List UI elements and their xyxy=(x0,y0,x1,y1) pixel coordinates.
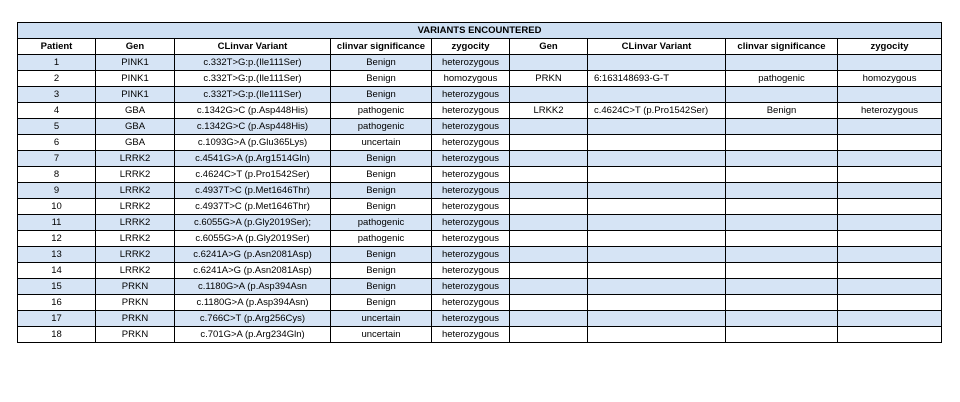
table-row xyxy=(18,71,942,87)
zygocity-2-cell xyxy=(838,183,942,199)
gen-2-cell xyxy=(510,295,588,311)
clinvar-variant-cell: c.1180G>A (p.Asp394Asn xyxy=(175,279,331,295)
clinvar-significance-cell: Benign xyxy=(331,87,432,103)
clinvar-significance-cell: Benign xyxy=(331,151,432,167)
zygocity-cell: heterozygous xyxy=(432,199,510,215)
gen-cell: LRRK2 xyxy=(96,247,175,263)
gen-2-cell xyxy=(510,247,588,263)
gen-2-cell xyxy=(510,87,588,103)
clinvar-significance-2-cell xyxy=(726,55,838,71)
gen-cell: LRRK2 xyxy=(96,231,175,247)
zygocity-2-cell: heterozygous xyxy=(838,103,942,119)
gen-2-cell xyxy=(510,135,588,151)
table-row xyxy=(18,135,942,151)
clinvar-significance-2-cell xyxy=(726,247,838,263)
patient-cell: 11 xyxy=(18,215,96,231)
clinvar-variant-cell: c.1180G>A (p.Asp394Asn) xyxy=(175,295,331,311)
table-row xyxy=(18,55,942,71)
gen-cell: LRRK2 xyxy=(96,151,175,167)
table-row xyxy=(18,311,942,327)
patient-cell: 15 xyxy=(18,279,96,295)
patient-cell: 2 xyxy=(18,71,96,87)
zygocity-cell: heterozygous xyxy=(432,295,510,311)
clinvar-variant-cell: c.1342G>C (p.Asp448His) xyxy=(175,103,331,119)
patient-cell: 13 xyxy=(18,247,96,263)
gen-2-cell xyxy=(510,183,588,199)
zygocity-2-cell xyxy=(838,311,942,327)
table-row xyxy=(18,263,942,279)
zygocity-cell: heterozygous xyxy=(432,151,510,167)
zygocity-2-cell xyxy=(838,279,942,295)
clinvar-significance-cell: Benign xyxy=(331,199,432,215)
gen-cell: PRKN xyxy=(96,295,175,311)
clinvar-variant-cell: c.4541G>A (p.Arg1514Gln) xyxy=(175,151,331,167)
table-row xyxy=(18,87,942,103)
clinvar-variant-2-cell xyxy=(588,295,726,311)
zygocity-cell: heterozygous xyxy=(432,311,510,327)
patient-cell: 8 xyxy=(18,167,96,183)
clinvar-variant-2-cell xyxy=(588,263,726,279)
zygocity-cell: heterozygous xyxy=(432,87,510,103)
table-title: VARIANTS ENCOUNTERED xyxy=(18,23,942,39)
header-zygocity-2: zygocity xyxy=(838,39,942,55)
clinvar-variant-cell: c.1093G>A (p.Glu365Lys) xyxy=(175,135,331,151)
clinvar-significance-2-cell xyxy=(726,119,838,135)
patient-cell: 9 xyxy=(18,183,96,199)
clinvar-significance-2-cell xyxy=(726,231,838,247)
zygocity-cell: homozygous xyxy=(432,71,510,87)
clinvar-variant-2-cell xyxy=(588,183,726,199)
gen-cell: LRRK2 xyxy=(96,167,175,183)
clinvar-variant-2-cell xyxy=(588,151,726,167)
gen-2-cell: LRKK2 xyxy=(510,103,588,119)
zygocity-cell: heterozygous xyxy=(432,231,510,247)
gen-2-cell xyxy=(510,311,588,327)
gen-2-cell xyxy=(510,199,588,215)
clinvar-variant-cell: c.6241A>G (p.Asn2081Asp) xyxy=(175,263,331,279)
clinvar-variant-cell: c.1342G>C (p.Asp448His) xyxy=(175,119,331,135)
zygocity-2-cell xyxy=(838,87,942,103)
clinvar-significance-cell: uncertain xyxy=(331,135,432,151)
zygocity-cell: heterozygous xyxy=(432,183,510,199)
clinvar-variant-2-cell: 6:163148693-G-T xyxy=(588,71,726,87)
clinvar-significance-2-cell xyxy=(726,199,838,215)
gen-2-cell: PRKN xyxy=(510,71,588,87)
header-clinvar-significance-2: clinvar significance xyxy=(726,39,838,55)
clinvar-significance-cell: Benign xyxy=(331,183,432,199)
gen-cell: PRKN xyxy=(96,311,175,327)
table-row xyxy=(18,199,942,215)
table-row xyxy=(18,167,942,183)
header-clinvar-variant: CLinvar Variant xyxy=(175,39,331,55)
zygocity-cell: heterozygous xyxy=(432,263,510,279)
clinvar-significance-2-cell xyxy=(726,215,838,231)
clinvar-variant-cell: c.6055G>A (p.Gly2019Ser); xyxy=(175,215,331,231)
clinvar-significance-2-cell: Benign xyxy=(726,103,838,119)
clinvar-variant-2-cell xyxy=(588,231,726,247)
clinvar-variant-cell: c.766C>T (p.Arg256Cys) xyxy=(175,311,331,327)
clinvar-significance-cell: pathogenic xyxy=(331,231,432,247)
clinvar-variant-2-cell xyxy=(588,247,726,263)
header-patient: Patient xyxy=(18,39,96,55)
gen-2-cell xyxy=(510,151,588,167)
zygocity-2-cell xyxy=(838,135,942,151)
clinvar-significance-2-cell xyxy=(726,183,838,199)
clinvar-significance-cell: pathogenic xyxy=(331,103,432,119)
zygocity-2-cell xyxy=(838,215,942,231)
clinvar-significance-2-cell xyxy=(726,167,838,183)
patient-cell: 6 xyxy=(18,135,96,151)
clinvar-variant-cell: c.6241A>G (p.Asn2081Asp) xyxy=(175,247,331,263)
clinvar-significance-2-cell xyxy=(726,311,838,327)
header-row xyxy=(18,39,942,55)
gen-cell: PINK1 xyxy=(96,87,175,103)
gen-2-cell xyxy=(510,279,588,295)
clinvar-significance-cell: Benign xyxy=(331,295,432,311)
gen-cell: LRRK2 xyxy=(96,183,175,199)
clinvar-significance-cell: Benign xyxy=(331,279,432,295)
gen-cell: GBA xyxy=(96,103,175,119)
clinvar-variant-cell: c.4937T>C (p.Met1646Thr) xyxy=(175,199,331,215)
table-row xyxy=(18,103,942,119)
clinvar-variant-2-cell: c.4624C>T (p.Pro1542Ser) xyxy=(588,103,726,119)
clinvar-significance-2-cell xyxy=(726,151,838,167)
table-row xyxy=(18,279,942,295)
zygocity-cell: heterozygous xyxy=(432,215,510,231)
clinvar-significance-2-cell: pathogenic xyxy=(726,71,838,87)
table-row xyxy=(18,295,942,311)
clinvar-significance-cell: pathogenic xyxy=(331,119,432,135)
zygocity-cell: heterozygous xyxy=(432,247,510,263)
gen-2-cell xyxy=(510,231,588,247)
gen-2-cell xyxy=(510,215,588,231)
clinvar-variant-cell: c.332T>G:p.(Ile111Ser) xyxy=(175,87,331,103)
zygocity-cell: heterozygous xyxy=(432,55,510,71)
zygocity-cell: heterozygous xyxy=(432,167,510,183)
gen-cell: PINK1 xyxy=(96,55,175,71)
clinvar-significance-cell: Benign xyxy=(331,71,432,87)
clinvar-variant-cell: c.332T>G:p.(Ile111Ser) xyxy=(175,55,331,71)
patient-cell: 7 xyxy=(18,151,96,167)
zygocity-2-cell: homozygous xyxy=(838,71,942,87)
zygocity-2-cell xyxy=(838,55,942,71)
gen-cell: LRRK2 xyxy=(96,199,175,215)
zygocity-2-cell xyxy=(838,247,942,263)
clinvar-significance-2-cell xyxy=(726,295,838,311)
table-row xyxy=(18,119,942,135)
gen-2-cell xyxy=(510,327,588,343)
header-zygocity: zygocity xyxy=(432,39,510,55)
gen-cell: PRKN xyxy=(96,279,175,295)
patient-cell: 16 xyxy=(18,295,96,311)
zygocity-2-cell xyxy=(838,327,942,343)
zygocity-2-cell xyxy=(838,231,942,247)
gen-2-cell xyxy=(510,263,588,279)
clinvar-significance-cell: uncertain xyxy=(331,327,432,343)
zygocity-cell: heterozygous xyxy=(432,103,510,119)
clinvar-variant-2-cell xyxy=(588,311,726,327)
zygocity-2-cell xyxy=(838,167,942,183)
clinvar-variant-cell: c.4937T>C (p.Met1646Thr) xyxy=(175,183,331,199)
gen-cell: PINK1 xyxy=(96,71,175,87)
clinvar-variant-2-cell xyxy=(588,327,726,343)
gen-cell: LRRK2 xyxy=(96,263,175,279)
patient-cell: 4 xyxy=(18,103,96,119)
clinvar-significance-2-cell xyxy=(726,135,838,151)
clinvar-variant-2-cell xyxy=(588,215,726,231)
clinvar-variant-2-cell xyxy=(588,119,726,135)
zygocity-2-cell xyxy=(838,295,942,311)
zygocity-cell: heterozygous xyxy=(432,119,510,135)
gen-cell: GBA xyxy=(96,135,175,151)
header-clinvar-significance: clinvar significance xyxy=(331,39,432,55)
table-row xyxy=(18,151,942,167)
gen-cell: PRKN xyxy=(96,327,175,343)
clinvar-variant-cell: c.4624C>T (p.Pro1542Ser) xyxy=(175,167,331,183)
table-row xyxy=(18,247,942,263)
zygocity-cell: heterozygous xyxy=(432,135,510,151)
zygocity-2-cell xyxy=(838,263,942,279)
clinvar-variant-2-cell xyxy=(588,167,726,183)
clinvar-variant-2-cell xyxy=(588,279,726,295)
patient-cell: 14 xyxy=(18,263,96,279)
patient-cell: 10 xyxy=(18,199,96,215)
clinvar-variant-cell: c.6055G>A (p.Gly2019Ser) xyxy=(175,231,331,247)
table-row xyxy=(18,327,942,343)
gen-cell: LRRK2 xyxy=(96,215,175,231)
zygocity-2-cell xyxy=(838,199,942,215)
clinvar-significance-cell: Benign xyxy=(331,167,432,183)
header-gen-2: Gen xyxy=(510,39,588,55)
clinvar-significance-cell: uncertain xyxy=(331,311,432,327)
clinvar-significance-cell: pathogenic xyxy=(331,215,432,231)
clinvar-significance-cell: Benign xyxy=(331,55,432,71)
zygocity-2-cell xyxy=(838,151,942,167)
patient-cell: 17 xyxy=(18,311,96,327)
patient-cell: 18 xyxy=(18,327,96,343)
gen-2-cell xyxy=(510,167,588,183)
zygocity-2-cell xyxy=(838,119,942,135)
clinvar-variant-2-cell xyxy=(588,87,726,103)
patient-cell: 1 xyxy=(18,55,96,71)
clinvar-significance-2-cell xyxy=(726,263,838,279)
patient-cell: 5 xyxy=(18,119,96,135)
clinvar-significance-2-cell xyxy=(726,279,838,295)
clinvar-significance-2-cell xyxy=(726,87,838,103)
header-gen: Gen xyxy=(96,39,175,55)
clinvar-significance-cell: Benign xyxy=(331,263,432,279)
gen-2-cell xyxy=(510,119,588,135)
patient-cell: 12 xyxy=(18,231,96,247)
table-row xyxy=(18,215,942,231)
gen-cell: GBA xyxy=(96,119,175,135)
clinvar-variant-2-cell xyxy=(588,55,726,71)
patient-cell: 3 xyxy=(18,87,96,103)
variants-table xyxy=(17,22,942,343)
clinvar-variant-2-cell xyxy=(588,135,726,151)
gen-2-cell xyxy=(510,55,588,71)
table-row xyxy=(18,231,942,247)
clinvar-variant-cell: c.701G>A (p.Arg234Gln) xyxy=(175,327,331,343)
clinvar-variant-2-cell xyxy=(588,199,726,215)
table-row xyxy=(18,183,942,199)
header-clinvar-variant-2: CLinvar Variant xyxy=(588,39,726,55)
clinvar-significance-2-cell xyxy=(726,327,838,343)
zygocity-cell: heterozygous xyxy=(432,279,510,295)
clinvar-variant-cell: c.332T>G:p.(Ile111Ser) xyxy=(175,71,331,87)
zygocity-cell: heterozygous xyxy=(432,327,510,343)
variants-sheet xyxy=(17,22,942,343)
clinvar-significance-cell: Benign xyxy=(331,247,432,263)
